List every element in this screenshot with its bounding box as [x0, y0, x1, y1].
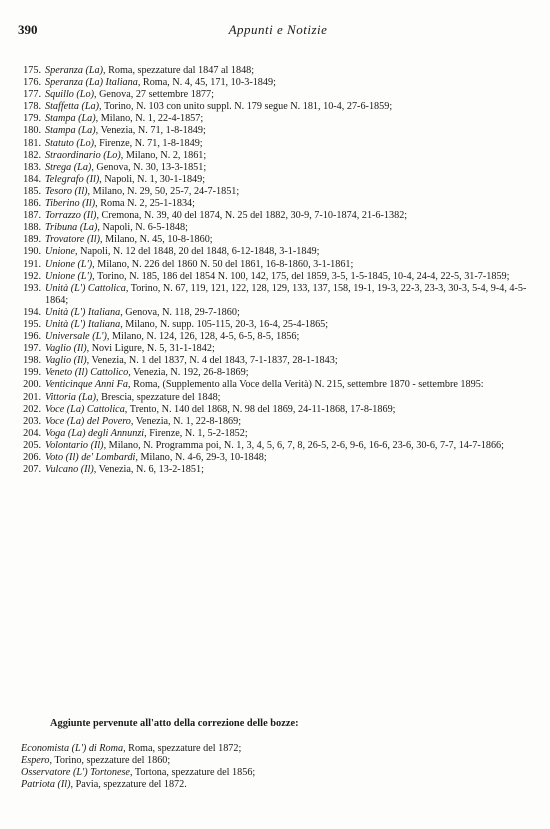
list-item	[18, 452, 538, 464]
newspaper-details: , Firenze, N. 1, 5-2-1852;	[144, 427, 248, 439]
newspaper-details: , Novi Ligure, N. 5, 31-1-1842;	[86, 343, 215, 355]
newspaper-details: , Venezia, N. 1 del 1837, N. 4 del 1843, 7-1-1837, 28-1-1843;	[86, 355, 338, 367]
newspaper-title: Espero	[21, 755, 50, 767]
list-item	[18, 198, 538, 210]
newspaper-title: Statuto (Lo)	[45, 137, 94, 149]
newspaper-title: Speranza (La) Italiana	[45, 77, 138, 89]
entry-text	[45, 138, 538, 150]
entry-text	[45, 174, 538, 186]
newspaper-title: Stampa (La)	[45, 125, 96, 137]
entry-text	[45, 65, 538, 77]
entry-number: 194.	[23, 306, 41, 318]
newspaper-title: Vaglio (Il)	[45, 355, 87, 367]
entry-text	[45, 343, 538, 355]
newspaper-title: Unione	[45, 246, 75, 258]
entry-text	[45, 186, 538, 198]
newspaper-details: , Torino, N. 67, 119, 121, 122, 128, 129, 133, 137, 158, 19-1, 19-3, 22-3, 23-3, 30-3, 5-4, 9-4, 4-5-1864;	[45, 282, 527, 306]
entry-number: 198.	[23, 355, 41, 367]
entry-text	[45, 379, 538, 391]
list-item	[18, 234, 538, 246]
newspaper-title: Strega (La)	[45, 161, 92, 173]
list-item	[18, 404, 538, 416]
entry-number: 204.	[23, 427, 41, 439]
newspaper-title: Vittoria (La)	[45, 391, 97, 403]
newspaper-details: , Genova, 27 settembre 1877;	[93, 89, 214, 101]
entry-text	[21, 743, 541, 755]
newspaper-details: , Brescia, spezzature del 1848;	[96, 391, 221, 403]
list-item	[18, 464, 538, 476]
entry-number: 205.	[23, 439, 41, 451]
newspaper-title: Economista (L') di Roma	[21, 743, 124, 754]
list-item	[18, 440, 538, 452]
entry-number: 186.	[23, 198, 41, 210]
newspaper-title: Unione (L')	[45, 270, 93, 282]
list-item	[18, 428, 538, 440]
list-item	[18, 319, 538, 331]
list-item	[18, 367, 538, 379]
newspaper-details: , Roma, (Supplemento alla Voce della Verità) N. 215, settembre 1870 - settembre 1895:	[128, 379, 484, 391]
entry-text	[45, 101, 538, 113]
entry-text	[45, 198, 538, 210]
entry-number: 199.	[23, 367, 41, 379]
newspaper-title: Voto (Il) de' Lombardi	[45, 452, 136, 463]
newspaper-details: , Roma, spezzature dal 1847 al 1848;	[103, 65, 255, 76]
entry-number: 196.	[23, 331, 41, 343]
list-item	[18, 343, 538, 355]
list-item	[18, 101, 538, 113]
newspaper-details: , Napoli, N. 6-5-1848;	[97, 222, 188, 234]
entry-list	[18, 65, 538, 476]
entry-text	[45, 464, 538, 476]
entry-text	[45, 125, 538, 137]
list-item	[18, 125, 538, 137]
newspaper-details: , Genova, N. 118, 29-7-1860;	[120, 306, 240, 318]
newspaper-details: , Milano, N. supp. 105-115, 20-3, 16-4, 25-4-1865;	[120, 318, 329, 330]
newspaper-title: Unità (L') Cattolica	[45, 282, 126, 294]
addenda-item	[21, 779, 541, 791]
list-item	[18, 138, 538, 150]
entry-text	[45, 77, 538, 89]
page-number: 390	[18, 22, 38, 37]
entry-text	[45, 271, 538, 283]
newspaper-title: Tiberino (Il)	[45, 198, 96, 210]
entry-text	[45, 416, 538, 428]
list-item	[18, 307, 538, 319]
newspaper-title: Telegrafo (Il)	[45, 173, 100, 185]
newspaper-details: , Milano, N. 124, 126, 128, 4-5, 6-5, 8-5, 1856;	[106, 331, 300, 343]
entry-text	[45, 307, 538, 319]
entry-text	[21, 767, 541, 779]
addenda-item	[21, 743, 541, 755]
list-item	[18, 65, 538, 77]
entry-text	[45, 89, 538, 101]
entry-text	[45, 222, 538, 234]
entry-number: 202.	[23, 403, 41, 415]
entry-number: 188.	[23, 222, 41, 234]
newspaper-title: Patriota (Il)	[21, 779, 71, 791]
newspaper-details: , Roma, spezzature del 1872;	[123, 743, 242, 754]
entry-number: 176.	[23, 77, 41, 89]
entry-number: 183.	[23, 161, 41, 173]
list-item	[18, 259, 538, 271]
list-item	[18, 379, 538, 391]
newspaper-details: , Torino, N. 103 con unito suppl. N. 179 segue N. 181, 10-4, 27-6-1859;	[99, 101, 393, 113]
newspaper-title: Osservatore (L') Tortonese	[21, 767, 130, 779]
newspaper-title: Tribuna (La)	[45, 222, 98, 234]
entry-number: 195.	[23, 318, 41, 330]
list-item	[18, 162, 538, 174]
newspaper-title: Staffetta (La)	[45, 101, 100, 113]
list-item	[18, 283, 538, 307]
entry-number: 191.	[23, 258, 41, 270]
entry-text	[45, 440, 538, 452]
newspaper-details: , Cremona, N. 39, 40 del 1874, N. 25 del 1882, 30-9, 7-10-1874, 21-6-1382;	[96, 210, 408, 222]
entry-number: 179.	[23, 113, 41, 125]
page-header	[18, 24, 538, 40]
newspaper-details: , Venezia, N. 1, 22-8-1869;	[130, 415, 242, 427]
entry-number: 201.	[23, 391, 41, 403]
addenda-item	[21, 767, 541, 779]
entry-text	[45, 355, 538, 367]
newspaper-title: Squillo (Lo)	[45, 89, 94, 101]
newspaper-details: , Pavia, spezzature del 1872.	[70, 779, 187, 791]
newspaper-details: , Milano, N. 2, 1861;	[120, 149, 207, 161]
entry-text	[45, 331, 538, 343]
entry-number: 182.	[23, 149, 41, 161]
newspaper-details: , Milano, N. 45, 10-8-1860;	[100, 234, 213, 246]
entry-text	[45, 259, 538, 271]
newspaper-title: Voga (La) degli Annunzi	[45, 427, 145, 439]
entry-text	[45, 452, 538, 464]
entry-number: 197.	[23, 343, 41, 355]
newspaper-title: Volontario (Il)	[45, 439, 104, 451]
entry-text	[45, 367, 538, 379]
newspaper-title: Voce (La) Cattolica	[45, 403, 125, 415]
entry-text	[45, 150, 538, 162]
addenda-list	[21, 743, 541, 791]
newspaper-details: , Milano, N. 29, 50, 25-7, 24-7-1851;	[87, 185, 240, 197]
entry-text	[21, 779, 541, 791]
entry-text	[21, 755, 541, 767]
entry-number: 192.	[23, 270, 41, 282]
newspaper-title: Vaglio (Il)	[45, 343, 87, 355]
list-item	[18, 113, 538, 125]
entry-number: 207.	[23, 464, 41, 476]
list-item	[18, 89, 538, 101]
entry-number: 184.	[23, 173, 41, 185]
newspaper-title: Universale (L')	[45, 331, 107, 343]
entry-text	[45, 428, 538, 440]
entry-number: 200.	[23, 379, 41, 391]
newspaper-title: Unione (L')	[45, 258, 93, 270]
newspaper-details: , Genova, N. 30, 13-3-1851;	[91, 161, 207, 173]
newspaper-title: Straordinario (Lo)	[45, 149, 121, 161]
list-item	[18, 174, 538, 186]
newspaper-details: , Milano, N. 4-6, 29-3, 10-1848;	[135, 452, 267, 463]
entry-number: 206.	[23, 452, 41, 463]
list-item	[18, 416, 538, 428]
entry-number: 190.	[23, 246, 41, 258]
newspaper-title: Voce (La) del Povero	[45, 415, 131, 427]
entry-text	[45, 404, 538, 416]
newspaper-title: Tesoro (Il)	[45, 185, 88, 197]
newspaper-details: , Napoli, N. 1, 30-1-1849;	[99, 173, 206, 185]
list-item	[18, 355, 538, 367]
running-title: Appunti e Notizie	[228, 22, 328, 37]
entry-text	[45, 319, 538, 331]
newspaper-title: Torrazzo (Il)	[45, 210, 97, 222]
newspaper-details: , Trento, N. 140 del 1868, N. 98 del 1869, 24-11-1868, 17-8-1869;	[124, 403, 396, 415]
newspaper-title: Venticinque Anni Fa	[45, 379, 128, 391]
newspaper-title: Speranza (La)	[45, 65, 104, 76]
newspaper-title: Veneto (Il) Cattolico	[45, 367, 129, 379]
list-item	[18, 246, 538, 258]
addenda-heading: Aggiunte pervenute all'atto della correzione delle bozze:	[50, 718, 299, 729]
newspaper-details: , Roma N. 2, 25-1-1834;	[95, 198, 195, 210]
newspaper-details: , Milano, N. 226 del 1860 N. 50 del 1861, 16-8-1860, 3-1-1861;	[92, 258, 354, 270]
list-item	[18, 222, 538, 234]
entry-text	[45, 210, 538, 222]
entry-text	[45, 246, 538, 258]
entry-number: 181.	[23, 137, 41, 149]
newspaper-title: Stampa (La)	[45, 113, 96, 125]
newspaper-details: , Torino, spezzature del 1860;	[49, 755, 171, 767]
entry-text	[45, 162, 538, 174]
newspaper-title: Unità (L') Italiana	[45, 306, 121, 318]
entry-number: 203.	[23, 415, 41, 427]
newspaper-title: Unità (L') Italiana	[45, 318, 121, 330]
entry-number: 185.	[23, 185, 41, 197]
list-item	[18, 331, 538, 343]
newspaper-details: , Venezia, N. 71, 1-8-1849;	[95, 125, 206, 137]
newspaper-details: , Torino, N. 185, 186 del 1854 N. 100, 142, 175, del 1859, 3-5, 1-5-1845, 10-4, 24-4, 22-5, 31-7-1859;	[92, 270, 510, 282]
entry-number: 187.	[23, 210, 41, 222]
newspaper-details: , Tortona, spezzature del 1856;	[129, 767, 256, 779]
newspaper-details: , Napoli, N. 12 del 1848, 20 del 1848, 6-12-1848, 3-1-1849;	[75, 246, 320, 258]
entry-number: 193.	[23, 282, 41, 294]
entry-number: 177.	[23, 89, 41, 101]
entry-number: 178.	[23, 101, 41, 113]
newspaper-title: Vulcano (Il)	[45, 464, 94, 476]
newspaper-details: , Firenze, N. 71, 1-8-1849;	[93, 137, 203, 149]
list-item	[18, 392, 538, 404]
newspaper-details: , Venezia, N. 6, 13-2-1851;	[93, 464, 204, 476]
list-item	[18, 150, 538, 162]
entry-text	[45, 113, 538, 125]
newspaper-details: , Venezia, N. 192, 26-8-1869;	[128, 367, 249, 379]
entry-text	[45, 283, 538, 307]
list-item	[18, 210, 538, 222]
entry-number: 175.	[23, 65, 41, 76]
addenda-item	[21, 755, 541, 767]
list-item	[18, 77, 538, 89]
newspaper-details: , Milano, N. 1, 22-4-1857;	[95, 113, 204, 125]
newspaper-details: , Milano, N. Programma poi, N. 1, 3, 4, 5, 6, 7, 8, 26-5, 2-6, 9-6, 16-6, 23-6, 30-6, 7-7, 14-7-1866;	[103, 439, 504, 451]
list-item	[18, 271, 538, 283]
entry-number: 180.	[23, 125, 41, 137]
list-item	[18, 186, 538, 198]
entry-text	[45, 392, 538, 404]
entry-number: 189.	[23, 234, 41, 246]
newspaper-details: , Roma, N. 4, 45, 171, 10-3-1849;	[137, 77, 276, 89]
entry-text	[45, 234, 538, 246]
newspaper-title: Trovatore (Il)	[45, 234, 100, 246]
